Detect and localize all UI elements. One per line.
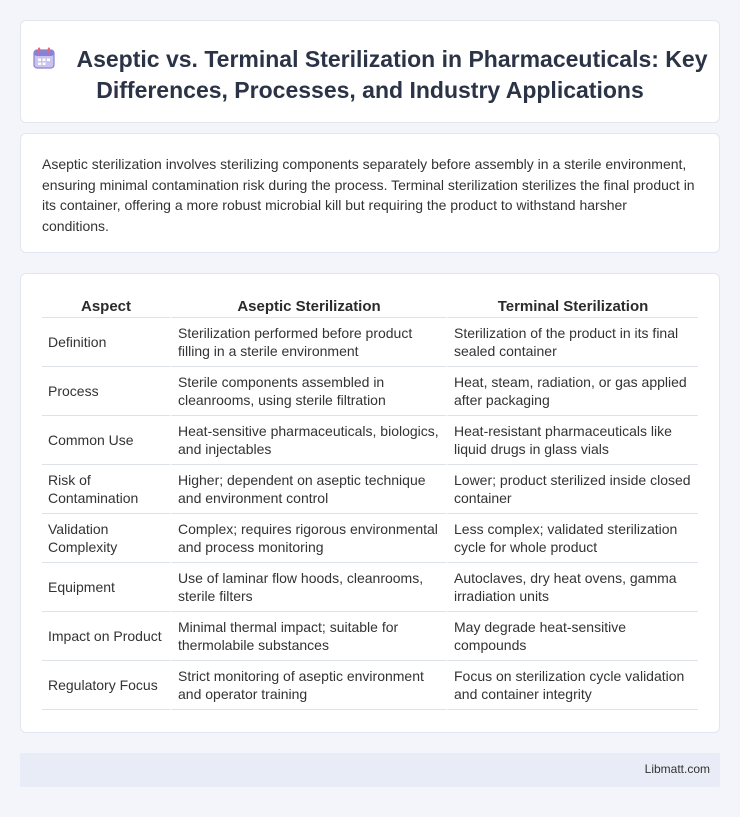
cell-aspect: Risk of Contamination <box>42 465 170 514</box>
cell-terminal: Sterilization of the product in its final sealed container <box>446 318 698 367</box>
page-title <box>21 21 719 106</box>
table-header-row <box>42 296 698 318</box>
footer <box>20 753 720 787</box>
cell-terminal: Autoclaves, dry heat ovens, gamma irradiation units <box>446 563 698 612</box>
cell-aseptic: Higher; dependent on aseptic technique and environment control <box>170 465 446 514</box>
cell-aspect: Equipment <box>42 563 170 612</box>
cell-aspect: Impact on Product <box>42 612 170 661</box>
table-row <box>42 563 698 612</box>
cell-aspect: Regulatory Focus <box>42 661 170 710</box>
table-row <box>42 318 698 367</box>
comparison-card <box>20 273 720 733</box>
title-card <box>20 20 720 123</box>
title-text: Aseptic vs. Terminal Sterilization in Pharmaceuticals: Key Differences, Processes, and Industry Applications <box>76 46 708 103</box>
cell-aseptic: Use of laminar flow hoods, cleanrooms, sterile filters <box>170 563 446 612</box>
cell-terminal: Heat, steam, radiation, or gas applied after packaging <box>446 367 698 416</box>
cell-terminal: Lower; product sterilized inside closed container <box>446 465 698 514</box>
table-row <box>42 416 698 465</box>
footer-site-link[interactable]: Libmatt.com <box>644 762 710 776</box>
cell-terminal: Focus on sterilization cycle validation and container integrity <box>446 661 698 710</box>
cell-terminal: Less complex; validated sterilization cycle for whole product <box>446 514 698 563</box>
calendar-icon <box>32 46 58 70</box>
cell-aseptic: Sterilization performed before product filling in a sterile environment <box>170 318 446 367</box>
cell-aspect: Process <box>42 367 170 416</box>
comparison-table <box>42 296 698 710</box>
cell-terminal: May degrade heat-sensitive compounds <box>446 612 698 661</box>
cell-aspect: Common Use <box>42 416 170 465</box>
cell-aseptic: Minimal thermal impact; suitable for thermolabile substances <box>170 612 446 661</box>
cell-aseptic: Strict monitoring of aseptic environment and operator training <box>170 661 446 710</box>
cell-aspect: Definition <box>42 318 170 367</box>
summary-text: Aseptic sterilization involves sterilizing components separately before assembly in a sterile environment, ensuring minimal contamination risk during the process. Terminal sterilization sterilizes the final product in its container, offering a more robust microbial kill but requiring the product to withstand harsher conditions. <box>42 156 695 234</box>
summary-card <box>20 133 720 253</box>
cell-terminal: Heat-resistant pharmaceuticals like liquid drugs in glass vials <box>446 416 698 465</box>
table-row <box>42 465 698 514</box>
cell-aseptic: Complex; requires rigorous environmental and process monitoring <box>170 514 446 563</box>
cell-aseptic: Sterile components assembled in cleanrooms, using sterile filtration <box>170 367 446 416</box>
header-aspect: Aspect <box>42 296 170 318</box>
cell-aseptic: Heat-sensitive pharmaceuticals, biologics, and injectables <box>170 416 446 465</box>
header-aseptic: Aseptic Sterilization <box>170 296 446 318</box>
table-row <box>42 612 698 661</box>
table-row <box>42 661 698 710</box>
header-terminal: Terminal Sterilization <box>446 296 698 318</box>
table-row <box>42 367 698 416</box>
cell-aspect: Validation Complexity <box>42 514 170 563</box>
table-row <box>42 514 698 563</box>
